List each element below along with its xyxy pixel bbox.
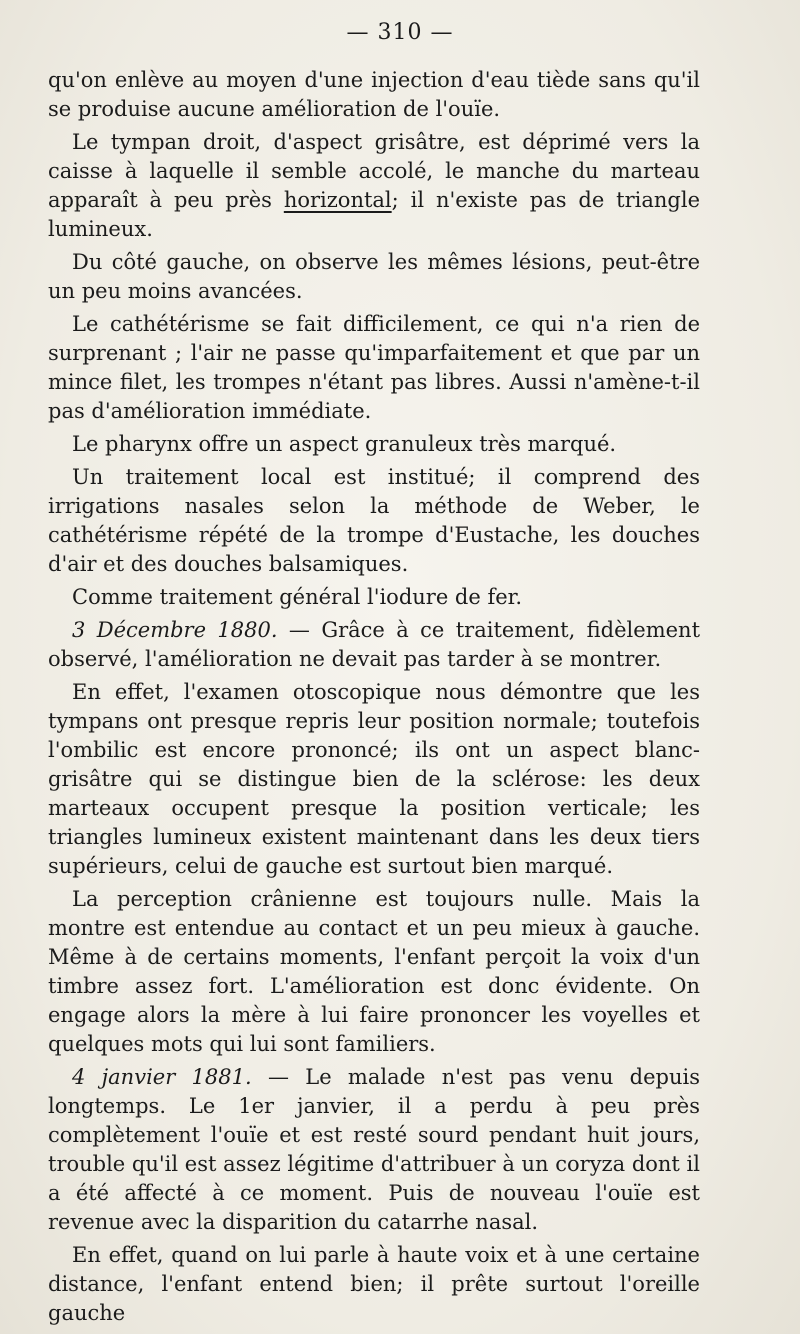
paragraph-text: qu'on enlève au moyen d'une injection d'eau tiède sans qu'il se produise aucune amélioration de l'ouïe. (48, 68, 700, 121)
paragraph-text: La perception crânienne est toujours nulle. Mais la montre est entendue au contact et un peu mieux à gauche. Même à de certains moments, l'enfant perçoit la voix d'un timbre assez fort. L'amélioration est donc évidente. On engage alors la mère à lui faire prononcer les voyelles et quelques mots qui lui sont familiers. (48, 887, 700, 1056)
paragraph (48, 885, 700, 1059)
underlined-word: horizontal (283, 188, 392, 212)
paragraph-text: En effet, quand on lui parle à haute voix et à une certaine distance, l'enfant entend bien; il prête surtout l'oreille gauche (48, 1243, 700, 1325)
page-number: — 310 — (346, 20, 454, 45)
paragraph (48, 616, 700, 674)
paragraph-text: ; il n'existe pas de triangle lumineux. (48, 188, 700, 241)
paragraph (48, 66, 700, 124)
paragraph (48, 463, 700, 579)
paragraph-text: Le pharynx offre un aspect granuleux très marqué. (72, 432, 617, 456)
paragraph-text: En effet, l'examen otoscopique nous démontre que les tympans ont presque repris leur position normale; toutefois l'ombilic est encore prononcé; ils ont un aspect blanc-grisâtre qui se distingue bien de la sclérose: les deux marteaux occupent presque la position verticale; les triangles lumineux existent maintenant dans les deux tiers supérieurs, celui de gauche est surtout bien marqué. (48, 680, 700, 878)
paragraph (48, 310, 700, 426)
paragraph-text: Le tympan droit, d'aspect grisâtre, est déprimé vers la caisse à laquelle il semble accolé, le manche du marteau apparaît à peu près (48, 130, 700, 212)
paragraph (48, 1063, 700, 1237)
paragraph-text: Le cathétérisme se fait difficilement, ce qui n'a rien de surprenant ; l'air ne passe qu'imparfaitement et que par un mince filet, les trompes n'étant pas libres. Aussi n'amène-t-il pas d'amélioration immédiate. (48, 312, 700, 423)
paragraph (48, 128, 700, 244)
paragraph-text: Comme traitement général l'iodure de fer. (72, 585, 523, 609)
body-text (48, 66, 700, 1332)
paragraph-text: — Grâce à ce traitement, fidèlement observé, l'amélioration ne devait pas tarder à se montrer. (48, 618, 701, 671)
paragraph-text: Du côté gauche, on observe les mêmes lésions, peut-être un peu moins avancées. (48, 250, 700, 303)
entry-date: 3 Décembre 1880. (72, 618, 278, 642)
paragraph-text: — Le malade n'est pas venu depuis longtemps. Le 1er janvier, il a perdu à peu près complètement l'ouïe et est resté sourd pendant huit jours, trouble qu'il est assez légitime d'attribuer à un coryza dont il a été affecté à ce moment. Puis de nouveau l'ouïe est revenue avec la disparition du catarrhe nasal. (48, 1065, 700, 1234)
paragraph (48, 1241, 700, 1328)
paragraph (48, 678, 700, 881)
paragraph-text: Un traitement local est institué; il comprend des irrigations nasales selon la méthode de Weber, le cathétérisme répété de la trompe d'Eustache, les douches d'air et des douches balsamiques. (48, 465, 700, 576)
paragraph (48, 248, 700, 306)
entry-date: 4 janvier 1881. (72, 1065, 252, 1089)
paragraph (48, 430, 700, 459)
paragraph (48, 583, 700, 612)
